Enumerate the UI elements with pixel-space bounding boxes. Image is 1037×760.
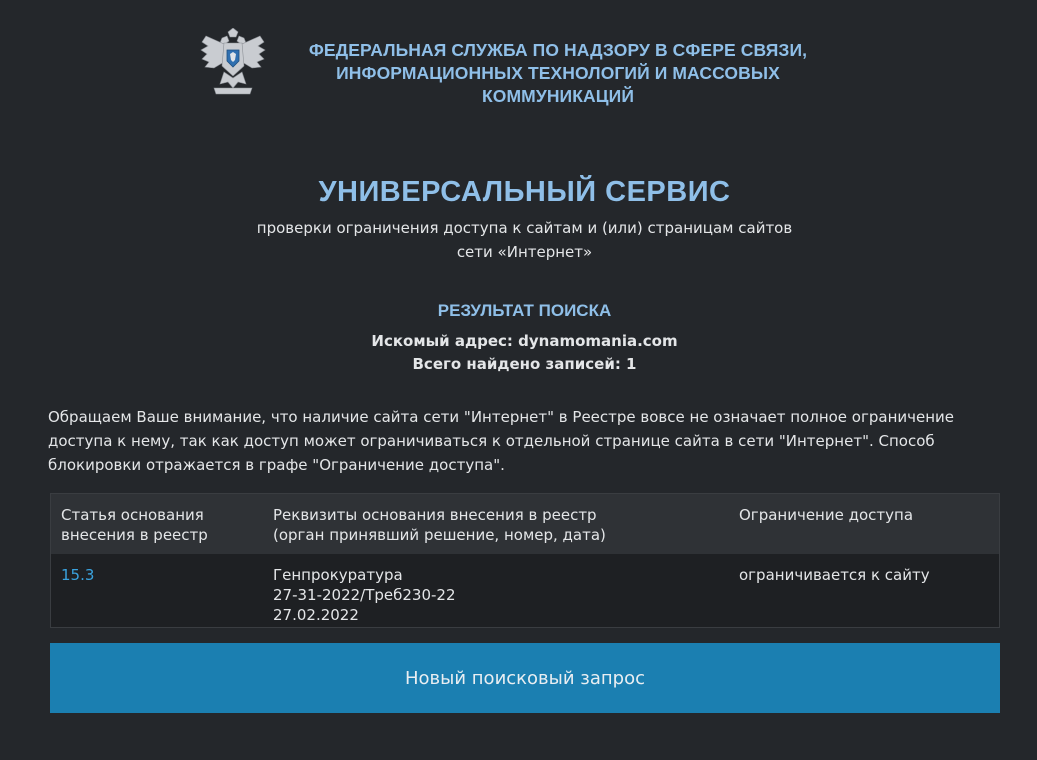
agency-name bbox=[278, 39, 838, 108]
header-article-line1: Статья основания bbox=[61, 506, 204, 524]
header-restriction: Ограничение доступа bbox=[729, 494, 1000, 555]
table-row bbox=[51, 554, 1000, 628]
table-header-row bbox=[51, 494, 1000, 555]
details-cell bbox=[263, 554, 729, 628]
header-article-line2: внесения в реестр bbox=[61, 526, 208, 544]
agency-name-line1: ФЕДЕРАЛЬНАЯ СЛУЖБА ПО НАДЗОРУ В СФЕРЕ СВЯЗИ, bbox=[308, 40, 808, 60]
notice-text: Обращаем Ваше внимание, что наличие сайта сети "Интернет" в Реестре вовсе не означает полное ограничение доступа к нему, так как доступ может ограничиваться к отдельной странице сайта в сети "Интернет". Способ блокировки отражается в графе "Ограничение доступа". bbox=[48, 408, 955, 474]
double-headed-eagle-icon bbox=[200, 28, 266, 98]
results-table bbox=[50, 493, 1000, 628]
searched-address: Искомый адрес: dynamomania.com bbox=[371, 332, 678, 350]
decision-number: 27-31-2022/Треб230-22 bbox=[273, 586, 456, 604]
new-search-button[interactable]: Новый поисковый запрос bbox=[50, 643, 1000, 713]
page-subtitle bbox=[0, 216, 1037, 264]
agency-name-line2: ИНФОРМАЦИОННЫХ ТЕХНОЛОГИЙ И МАССОВЫХ КОММУНИКАЦИЙ bbox=[336, 63, 780, 106]
site-header bbox=[200, 28, 840, 106]
result-heading: РЕЗУЛЬТАТ ПОИСКА bbox=[437, 301, 612, 320]
authority: Генпрокуратура bbox=[273, 566, 403, 584]
article-link[interactable]: 15.3 bbox=[51, 554, 264, 628]
restriction-cell: ограничивается к сайту bbox=[729, 554, 1000, 628]
header-details-line1: Реквизиты основания внесения в реестр bbox=[273, 506, 597, 524]
header-details bbox=[263, 494, 729, 555]
header-details-line2: (орган принявший решение, номер, дата) bbox=[273, 526, 606, 544]
decision-date: 27.02.2022 bbox=[273, 606, 359, 624]
subtitle-line2: сети «Интернет» bbox=[456, 243, 593, 261]
subtitle-line1: проверки ограничения доступа к сайтам и (или) страницам сайтов bbox=[256, 219, 793, 237]
records-count: Всего найдено записей: 1 bbox=[412, 355, 637, 373]
header-article bbox=[51, 494, 264, 555]
page-title: УНИВЕРСАЛЬНЫЙ СЕРВИС bbox=[318, 176, 731, 208]
result-summary bbox=[0, 330, 1037, 376]
